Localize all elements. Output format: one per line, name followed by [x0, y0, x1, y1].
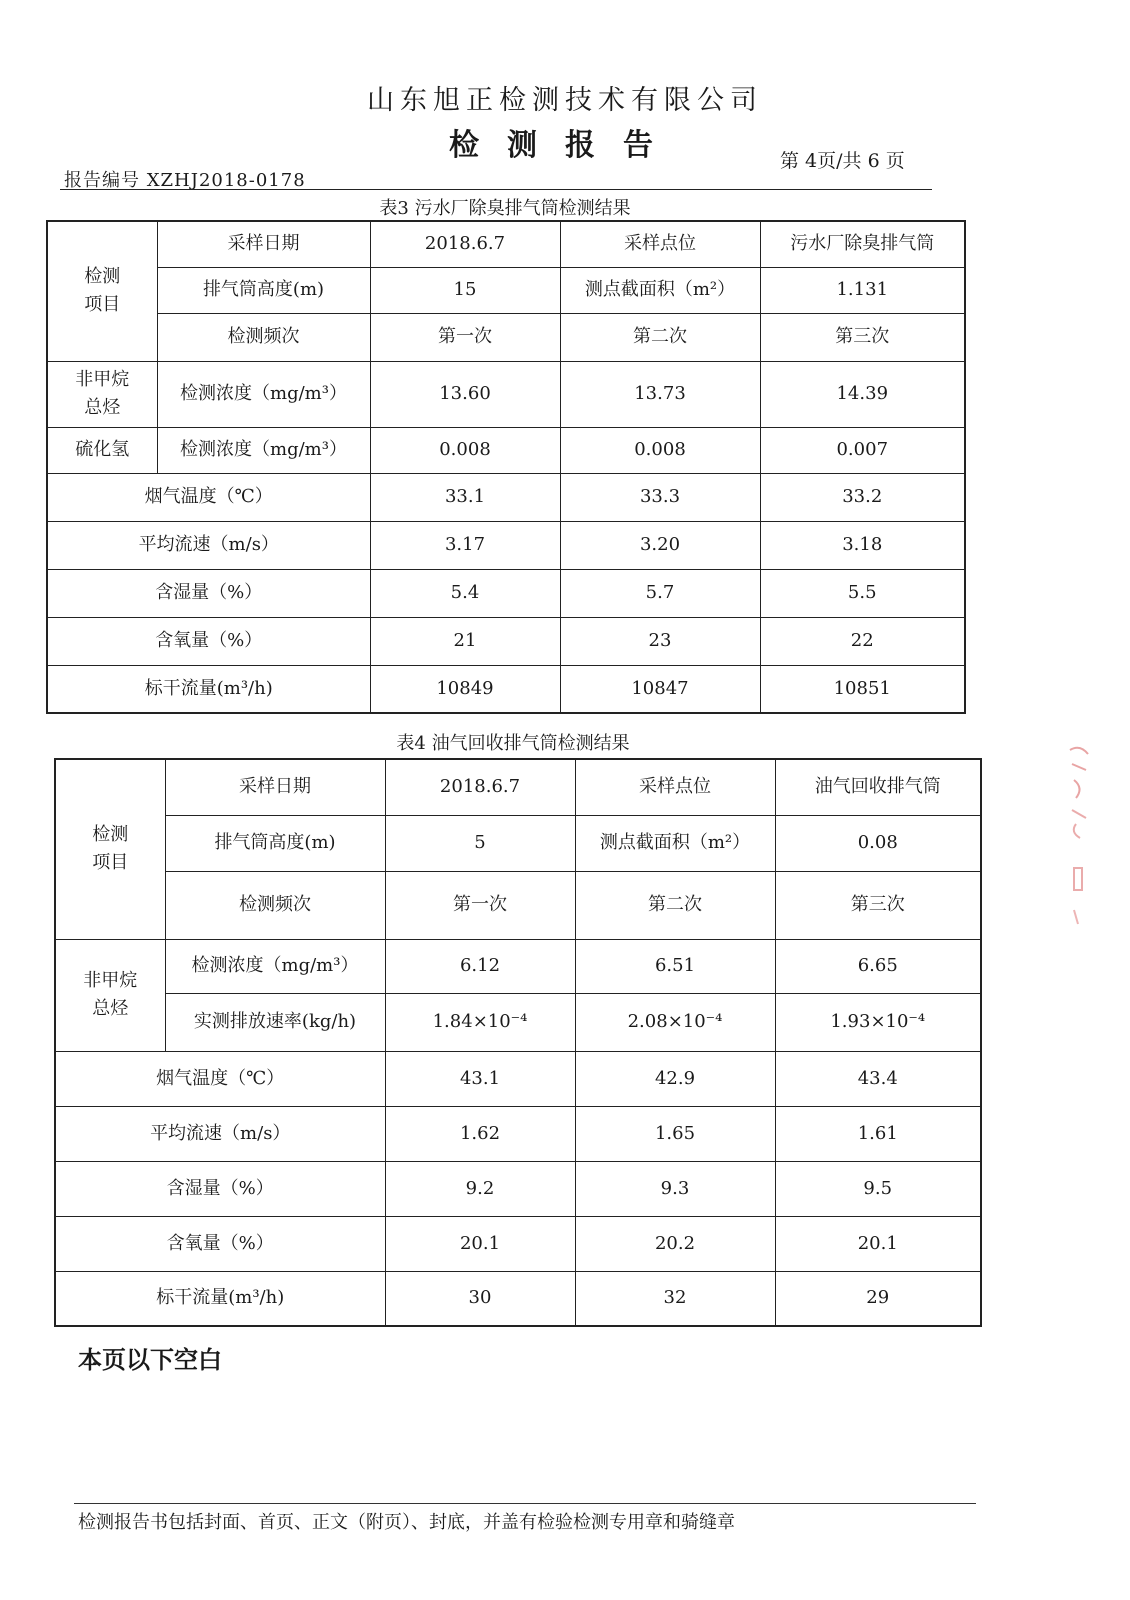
table3-cell: 5.7 [560, 569, 760, 617]
table3-area-label: 测点截面积（m²） [560, 267, 760, 313]
table3-cell: 3.20 [560, 521, 760, 569]
table3-cell: 10847 [560, 665, 760, 713]
table3-nmhc-value: 14.39 [760, 361, 965, 427]
table4-cell: 20.1 [775, 1216, 981, 1271]
table4-group-label: 检测 项目 [55, 759, 165, 939]
document-title: 检测报告 [449, 128, 681, 163]
table3-stack-height-label: 排气筒高度(m) [157, 267, 370, 313]
table3-row-label: 含氧量（%） [47, 617, 370, 665]
blank-below-note: 本页以下空白 [78, 1346, 222, 1374]
table4-sampling-date-label: 采样日期 [165, 759, 385, 815]
table4-run: 第一次 [385, 871, 575, 939]
table3-row-label: 标干流量(m³/h) [47, 665, 370, 713]
page-number: 第 4页/共 6 页 [780, 150, 905, 172]
footer-rule [74, 1503, 976, 1504]
table4-nmhc-label: 非甲烷 总烃 [55, 939, 165, 1051]
table3-row-label: 烟气温度（℃） [47, 473, 370, 521]
table3-sampling-date-label: 采样日期 [157, 221, 370, 267]
table3-nmhc-value: 13.73 [560, 361, 760, 427]
table3-run: 第三次 [760, 313, 965, 361]
table4-nmhc-conc-label: 检测浓度（mg/m³） [165, 939, 385, 993]
table4-cell: 9.3 [575, 1161, 775, 1216]
table3-nmhc-conc-label: 检测浓度（mg/m³） [157, 361, 370, 427]
table4-run: 第三次 [775, 871, 981, 939]
table4-rate-value: 1.93×10⁻⁴ [775, 993, 981, 1051]
table4-caption: 表4 油气回收排气筒检测结果 [396, 733, 630, 754]
table3-cell: 3.17 [370, 521, 560, 569]
table4-cell: 20.1 [385, 1216, 575, 1271]
table3 [46, 220, 966, 714]
table4-row-label: 含氧量（%） [55, 1216, 385, 1271]
table4-area: 0.08 [775, 815, 981, 871]
table3-cell: 33.2 [760, 473, 965, 521]
table4-run: 第二次 [575, 871, 775, 939]
table3-cell: 23 [560, 617, 760, 665]
table4-rate-value: 1.84×10⁻⁴ [385, 993, 575, 1051]
table3-h2s-label: 硫化氢 [47, 427, 157, 473]
table4-sampling-date: 2018.6.7 [385, 759, 575, 815]
table3-run: 第二次 [560, 313, 760, 361]
table4-rate-label: 实测排放速率(kg/h) [165, 993, 385, 1051]
table3-cell: 10851 [760, 665, 965, 713]
table3-cell: 5.4 [370, 569, 560, 617]
table4-cell: 43.1 [385, 1051, 575, 1106]
table3-cell: 33.1 [370, 473, 560, 521]
table4-cell: 43.4 [775, 1051, 981, 1106]
table3-nmhc-label: 非甲烷 总烃 [47, 361, 157, 427]
table3-h2s-value: 0.008 [370, 427, 560, 473]
table3-h2s-conc-label: 检测浓度（mg/m³） [157, 427, 370, 473]
table4-cell: 20.2 [575, 1216, 775, 1271]
table4-cell: 30 [385, 1271, 575, 1326]
table4 [54, 758, 982, 1327]
report-number: 报告编号 XZHJ2018-0178 [64, 170, 306, 191]
table4-nmhc-value: 6.51 [575, 939, 775, 993]
table4-cell: 1.61 [775, 1106, 981, 1161]
table4-sampling-point-label: 采样点位 [575, 759, 775, 815]
table3-cell: 22 [760, 617, 965, 665]
table4-row-label: 烟气温度（℃） [55, 1051, 385, 1106]
table4-rate-value: 2.08×10⁻⁴ [575, 993, 775, 1051]
table4-stack-height-label: 排气筒高度(m) [165, 815, 385, 871]
table3-nmhc-value: 13.60 [370, 361, 560, 427]
table3-cell: 10849 [370, 665, 560, 713]
company-name: 山东旭正检测技术有限公司 [367, 85, 763, 116]
table3-cell: 33.3 [560, 473, 760, 521]
table3-h2s-value: 0.007 [760, 427, 965, 473]
footer-note: 检测报告书包括封面、首页、正文（附页）、封底，并盖有检验检测专用章和骑缝章 [78, 1512, 735, 1533]
table4-freq-label: 检测频次 [165, 871, 385, 939]
table3-row-label: 平均流速（m/s） [47, 521, 370, 569]
table3-cell: 5.5 [760, 569, 965, 617]
seam-stamp-fragment [1066, 740, 1096, 940]
table3-h2s-value: 0.008 [560, 427, 760, 473]
table3-stack-height: 15 [370, 267, 560, 313]
table4-row-label: 含湿量（%） [55, 1161, 385, 1216]
table4-area-label: 测点截面积（m²） [575, 815, 775, 871]
table4-nmhc-value: 6.12 [385, 939, 575, 993]
table4-row-label: 标干流量(m³/h) [55, 1271, 385, 1326]
table4-sampling-point: 油气回收排气筒 [775, 759, 981, 815]
table4-nmhc-value: 6.65 [775, 939, 981, 993]
table4-cell: 32 [575, 1271, 775, 1326]
table3-cell: 3.18 [760, 521, 965, 569]
table3-sampling-point-label: 采样点位 [560, 221, 760, 267]
table3-caption: 表3 污水厂除臭排气筒检测结果 [379, 198, 631, 219]
table3-row-label: 含湿量（%） [47, 569, 370, 617]
table4-cell: 1.65 [575, 1106, 775, 1161]
table3-cell: 21 [370, 617, 560, 665]
table3-group-label: 检测 项目 [47, 221, 157, 361]
table4-stack-height: 5 [385, 815, 575, 871]
table4-cell: 9.5 [775, 1161, 981, 1216]
table4-row-label: 平均流速（m/s） [55, 1106, 385, 1161]
table4-cell: 42.9 [575, 1051, 775, 1106]
table4-cell: 1.62 [385, 1106, 575, 1161]
table3-freq-label: 检测频次 [157, 313, 370, 361]
table3-area: 1.131 [760, 267, 965, 313]
table3-run: 第一次 [370, 313, 560, 361]
table4-cell: 29 [775, 1271, 981, 1326]
table3-sampling-date: 2018.6.7 [370, 221, 560, 267]
header-rule [60, 189, 932, 190]
table3-sampling-point: 污水厂除臭排气筒 [760, 221, 965, 267]
table4-cell: 9.2 [385, 1161, 575, 1216]
